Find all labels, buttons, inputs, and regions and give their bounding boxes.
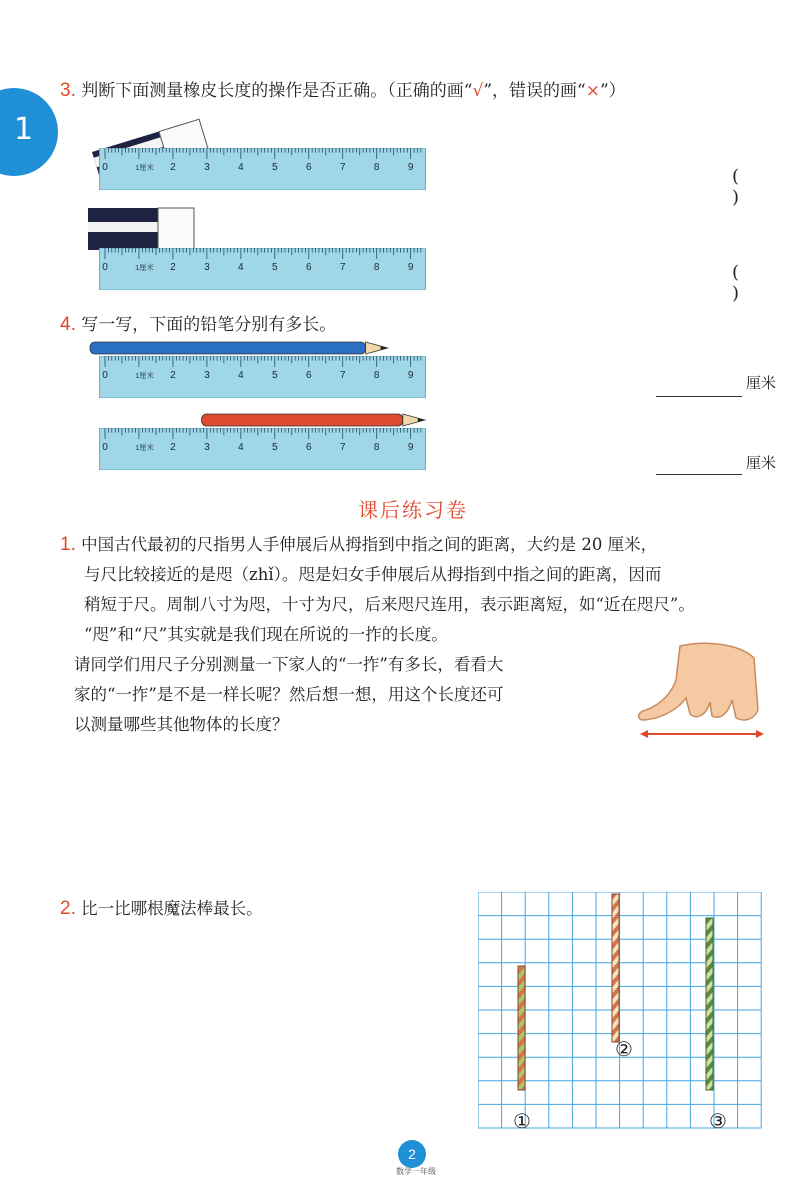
ruler-label: 2	[170, 161, 176, 173]
question-number: 3.	[60, 80, 76, 101]
ruler-label: 7	[339, 441, 346, 453]
ruler-label: 7	[339, 261, 346, 273]
ruler-label: 5	[272, 441, 278, 453]
ruler-label: 4	[238, 161, 244, 173]
question-text: ”，错误的画“	[483, 81, 586, 101]
ruler-label: 6	[305, 369, 312, 381]
ruler-label: 6	[305, 441, 312, 453]
paragraph-line: 与尺比较接近的是咫（zhǐ）。咫是妇女手伸展后从拇指到中指之间的距离，因而	[84, 565, 662, 584]
ruler-label: 3	[204, 441, 210, 453]
ruler-label: 6	[305, 161, 312, 173]
ruler-label: 0	[102, 369, 108, 381]
ruler-label: 9	[407, 161, 414, 173]
question-number: 2.	[60, 898, 76, 919]
ruler-label: 7	[339, 369, 346, 381]
ruler-label: 0	[102, 161, 108, 173]
magic-wand-1	[518, 966, 525, 1090]
ruler-label: 5	[272, 161, 278, 173]
ruler-label: 4	[238, 441, 244, 453]
cross-mark-icon: ×	[585, 81, 600, 101]
pencil-body	[90, 342, 366, 354]
answer-paren-2[interactable]: ( )	[732, 262, 754, 304]
ruler-label: 2	[170, 261, 176, 273]
wand-label-3: ③	[709, 1109, 727, 1133]
ruler-label: 9	[407, 441, 414, 453]
answer-blank-1[interactable]	[656, 396, 742, 397]
paragraph-line: “咫”和“尺”其实就是我们现在所说的一拃的长度。	[84, 625, 448, 644]
question-text: ”）	[599, 81, 626, 101]
ruler-label: 0	[102, 441, 108, 453]
question-3	[60, 76, 626, 102]
page-number: 2	[398, 1140, 426, 1168]
ruler-label: 8	[373, 369, 380, 381]
unit-label: 厘米	[746, 374, 777, 392]
question-number: 1.	[60, 534, 76, 555]
arrow-left-icon	[640, 730, 648, 738]
paragraph-line: 稍短于尺。周制八寸为咫，十寸为尺，后来咫尺连用，表示距离短，如“近在咫尺”。	[84, 595, 695, 614]
question-4	[60, 310, 336, 336]
question-text: 比一比哪根魔法棒最长。	[81, 899, 263, 918]
ruler-label: 2	[170, 369, 176, 381]
ruler-label: 1厘米	[135, 162, 154, 172]
chapter-tab-number: 1	[14, 112, 34, 147]
ruler-4	[84, 428, 441, 470]
ruler-label: 5	[272, 261, 278, 273]
ruler-label: 2	[170, 441, 176, 453]
ruler-1	[84, 148, 441, 190]
practice-2	[60, 894, 263, 924]
answer-blank-2[interactable]	[656, 474, 742, 475]
eraser-body	[158, 208, 194, 250]
ruler-label: 8	[373, 441, 380, 453]
hand-span-illustration	[636, 640, 768, 744]
ruler-label: 7	[339, 161, 346, 173]
wand-label-1: ①	[513, 1109, 531, 1133]
ruler-3	[84, 356, 441, 398]
wand-label-2: ②	[615, 1037, 633, 1061]
ruler-label: 1厘米	[135, 262, 154, 272]
question-text: 判断下面测量橡皮长度的操作是否正确。（正确的画“	[81, 81, 473, 101]
magic-wand-2	[612, 894, 619, 1042]
pencil-lead	[418, 418, 425, 422]
ruler-label: 3	[204, 261, 210, 273]
paragraph-line: 请同学们用尺子分别测量一下家人的“一拃”有多长，看看大	[74, 655, 504, 674]
pencil-body	[202, 414, 403, 426]
arrow-right-icon	[756, 730, 764, 738]
chapter-tab	[0, 88, 58, 176]
practice-1	[60, 530, 695, 740]
ruler-label: 3	[204, 161, 210, 173]
ruler-2	[84, 248, 441, 290]
eraser-straight-figure	[86, 206, 196, 252]
ruler-label: 1厘米	[135, 442, 154, 452]
magic-wand-grid	[478, 892, 766, 1144]
ruler-label: 4	[238, 369, 244, 381]
unit-label: 厘米	[746, 454, 777, 472]
paragraph-line: 家的“一拃”是不是一样长呢？然后想一想，用这个长度还可	[74, 685, 504, 704]
footer-text: 数学一年级	[396, 1167, 436, 1176]
ruler-label: 0	[102, 261, 108, 273]
ruler-label: 3	[204, 369, 210, 381]
question-number: 4.	[60, 314, 76, 335]
magic-wand-3	[706, 918, 713, 1090]
pencil-lead	[381, 346, 388, 350]
section-title: 课后练习卷	[358, 498, 468, 522]
ruler-label: 1厘米	[135, 370, 154, 380]
ruler-label: 6	[305, 261, 312, 273]
paragraph-line: 以测量哪些其他物体的长度？	[74, 715, 289, 734]
ruler-label: 9	[407, 261, 414, 273]
question-text: 写一写，下面的铅笔分别有多长。	[81, 315, 337, 335]
hand-icon	[639, 643, 758, 720]
check-mark-icon: √	[472, 81, 484, 101]
answer-paren-1[interactable]: ( )	[732, 166, 754, 208]
ruler-label: 9	[407, 369, 414, 381]
ruler-label: 5	[272, 369, 278, 381]
paragraph-line: 中国古代最初的尺指男人手伸展后从拇指到中指之间的距离，大约是 20 厘米，	[81, 535, 658, 554]
ruler-label: 4	[238, 261, 244, 273]
ruler-label: 8	[373, 261, 380, 273]
ruler-label: 8	[373, 161, 380, 173]
